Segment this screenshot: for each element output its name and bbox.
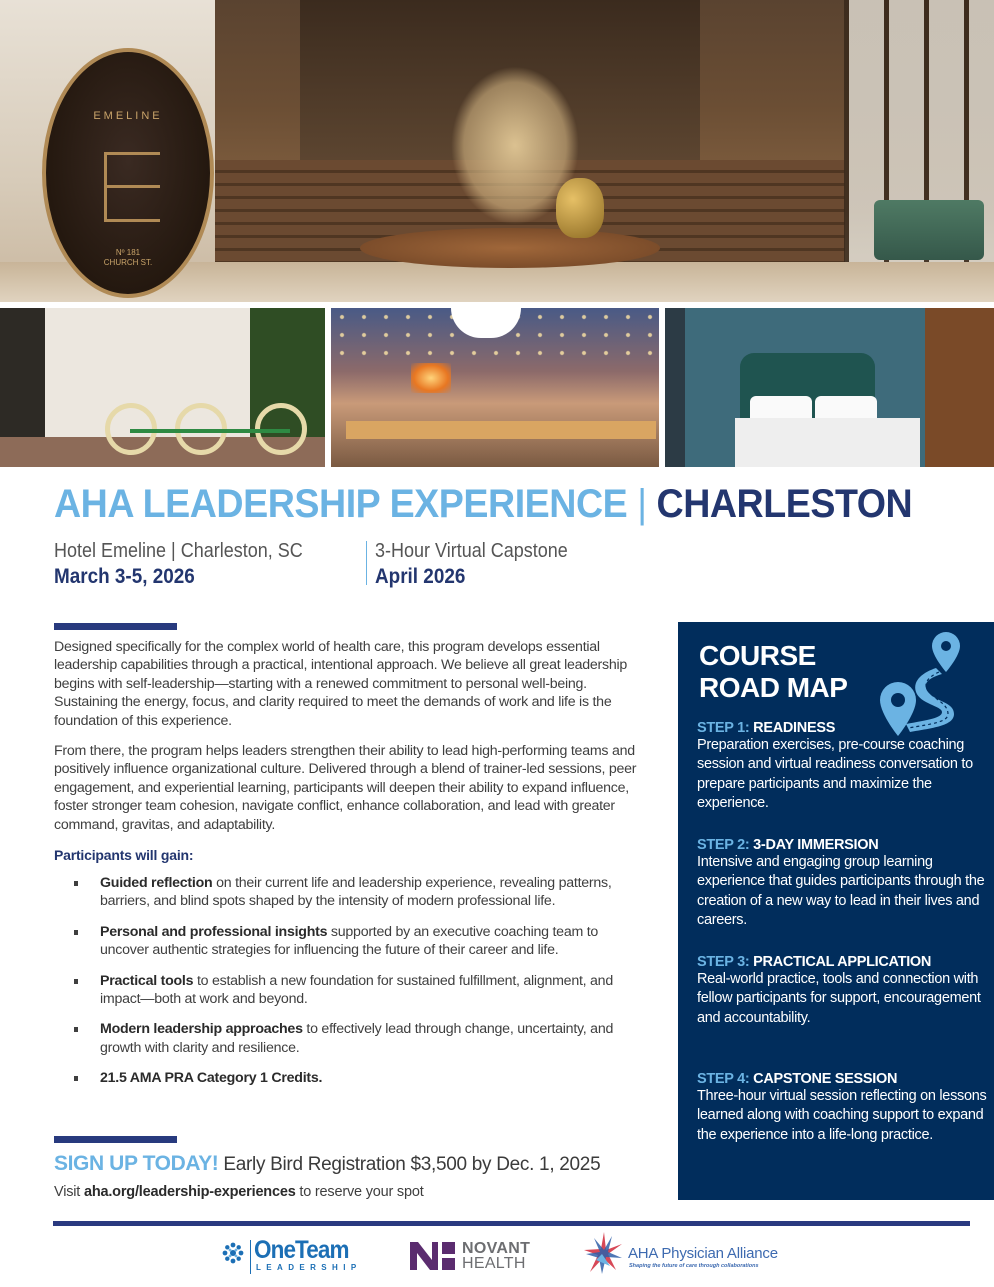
capstone-dates: April 2026 [375, 565, 466, 588]
gains-list [72, 874, 647, 1100]
aha-tagline: Shaping the future of care through collaborations [629, 1263, 759, 1269]
fireplace [411, 363, 451, 393]
title-separator: | [627, 482, 657, 526]
road-map-step-3 [697, 954, 987, 1028]
bike-frame [200, 429, 290, 433]
bullet-icon [74, 1076, 78, 1081]
gain-text: on their current life and leadership experience, revealing patterns, barriers, and blind spots shaped by the intensity of modern professional life. [100, 875, 612, 910]
photo-bicycles [0, 308, 325, 467]
step-heading [697, 1071, 987, 1087]
aha-physician-alliance-logo [582, 1236, 787, 1276]
venue-location: Hotel Emeline | Charleston, SC [54, 540, 303, 562]
venue-in-person [54, 540, 330, 589]
visit-suffix: to reserve your spot [295, 1184, 424, 1200]
photo-guest-room [665, 308, 994, 467]
step-heading [697, 720, 987, 736]
gains-list-item [72, 874, 647, 911]
venue-dates: March 3-5, 2026 [54, 565, 195, 588]
aha-name: AHA Physician Alliance [628, 1245, 778, 1262]
step-description: Preparation exercises, pre-course coaching session and virtual readiness conversation to prepare participants and maximize the experience. [697, 737, 973, 811]
patio-table [346, 421, 656, 439]
gains-list-item [72, 1020, 647, 1057]
gains-heading: Participants will gain: [54, 847, 194, 863]
signup-cta: SIGN UP TODAY! [54, 1152, 219, 1175]
hero-photo-hotel-lobby [0, 0, 994, 302]
gain-title: Guided reflection [100, 875, 213, 891]
signup-line [54, 1152, 600, 1176]
step-name: CAPSTONE SESSION [749, 1071, 898, 1087]
oneteam-leadership-logo [222, 1236, 367, 1276]
logo-divider [250, 1240, 251, 1274]
bullet-icon [74, 979, 78, 984]
road-map-title-line2: ROAD MAP [699, 672, 848, 703]
page-title [54, 482, 912, 527]
gain-text: to effectively lead through change, uncertainty, and growth with clarity and resilience. [100, 1021, 614, 1056]
road-map-title-line1: COURSE [699, 640, 816, 671]
gain-title: Practical tools [100, 972, 194, 989]
medallion-address [46, 248, 210, 268]
step-heading [697, 954, 987, 970]
gain-text: supported by an executive coaching team to uncover authentic strategies for influencing the future of their career and life. [100, 923, 599, 959]
road-map-title [699, 640, 847, 704]
novant-health-logo [410, 1236, 545, 1276]
intro-paragraph-1: Designed specifically for the complex world of health care, this program develops essential leadership capabilities through a practical, intentional approach. We believe all great leadership begins with self-leadership—starting with a renewed commitment to personal well-being. Sustaining the energy, focus, and clarity required to meet the demands of work and life is the foundation of this experience. [54, 639, 628, 729]
intro-paragraph-2: From there, the program helps leaders strengthen their ability to lead high-performing teams and positively influence organizational culture. Delivered through a blend of trainer-led sessions, peer engagement, and experiential learning, participants will deepen their ability to expand influence, foster stronger team cohesion, navigate conflict, enhance collaboration, and lead with greater command, gravitas, and adaptability. [54, 743, 637, 833]
medallion-address-street: CHURCH ST. [103, 258, 153, 267]
gains-list-item [72, 1069, 647, 1087]
gains-list-item [72, 923, 647, 960]
step-description: Intensive and engaging group learning experience that guides participants through the creation of a new way to lead in their lives and careers. [697, 854, 985, 928]
accent-bar [54, 623, 177, 630]
visit-prefix: Visit [54, 1184, 84, 1200]
oneteam-snowflake-icon [222, 1242, 244, 1264]
gains-list-item [72, 972, 647, 1009]
step-heading [697, 837, 987, 853]
gain-title: 21.5 AMA PRA Category 1 Credits. [100, 1070, 323, 1087]
step-number: STEP 3: [697, 954, 750, 970]
oneteam-name: OneTeam [254, 1236, 349, 1264]
bullet-icon [74, 1027, 78, 1032]
visit-line [54, 1184, 424, 1200]
novant-line1: NOVANT [462, 1240, 531, 1257]
step-description: Three-hour virtual session reflecting on lessons learned along with coaching support to expand the experience into a life-long practice. [697, 1088, 987, 1143]
gain-text: to establish a new foundation for sustained fulfillment, alignment, and impact—both at work and beyond. [100, 972, 613, 1008]
bed [735, 418, 920, 467]
novant-n-icon [410, 1242, 455, 1270]
emeline-e-emblem-icon [104, 152, 160, 222]
early-bird-price: Early Bird Registration $3,500 by Dec. 1, 2025 [218, 1154, 601, 1175]
capstone-label: 3-Hour Virtual Capstone [375, 540, 568, 562]
accent-bar [54, 1136, 177, 1143]
step-name: PRACTICAL APPLICATION [749, 954, 932, 970]
venue-virtual [375, 540, 589, 589]
medallion-address-number: Nº 181 [115, 248, 141, 257]
step-number: STEP 2: [697, 837, 750, 853]
lobby-bench [874, 200, 984, 260]
bike-frame [130, 429, 210, 433]
photo-courtyard-patio [331, 308, 659, 467]
bullet-icon [74, 930, 78, 935]
novant-line2: HEALTH [462, 1255, 526, 1272]
step-number: STEP 1: [697, 720, 750, 736]
course-road-map [678, 622, 994, 1200]
road-map-step-1 [697, 720, 987, 813]
road-map-step-4 [697, 1071, 987, 1145]
venue-divider [366, 541, 367, 585]
footer-divider [53, 1221, 970, 1226]
gain-title: Personal and professional insights [100, 923, 328, 940]
title-program: AHA LEADERSHIP EXPERIENCE [54, 482, 628, 526]
step-name: 3-DAY IMMERSION [749, 837, 879, 853]
step-name: READINESS [749, 720, 836, 736]
lobby-table [360, 228, 660, 268]
road-map-step-2 [697, 837, 987, 930]
registration-link[interactable]: aha.org/leadership-experiences [83, 1184, 296, 1200]
emeline-medallion-sign [42, 48, 214, 298]
title-city: CHARLESTON [656, 482, 913, 526]
gain-title: Modern leadership approaches [100, 1021, 303, 1038]
medallion-name: EMELINE [93, 110, 163, 122]
bullet-icon [74, 881, 78, 886]
oneteam-sub: LEADERSHIP [256, 1263, 362, 1272]
step-description: Real-world practice, tools and connection with fellow participants for support, encouragement and accountability. [697, 971, 981, 1026]
step-number: STEP 4: [697, 1071, 750, 1087]
brass-vase [556, 178, 604, 238]
aha-star-icon [582, 1230, 624, 1276]
